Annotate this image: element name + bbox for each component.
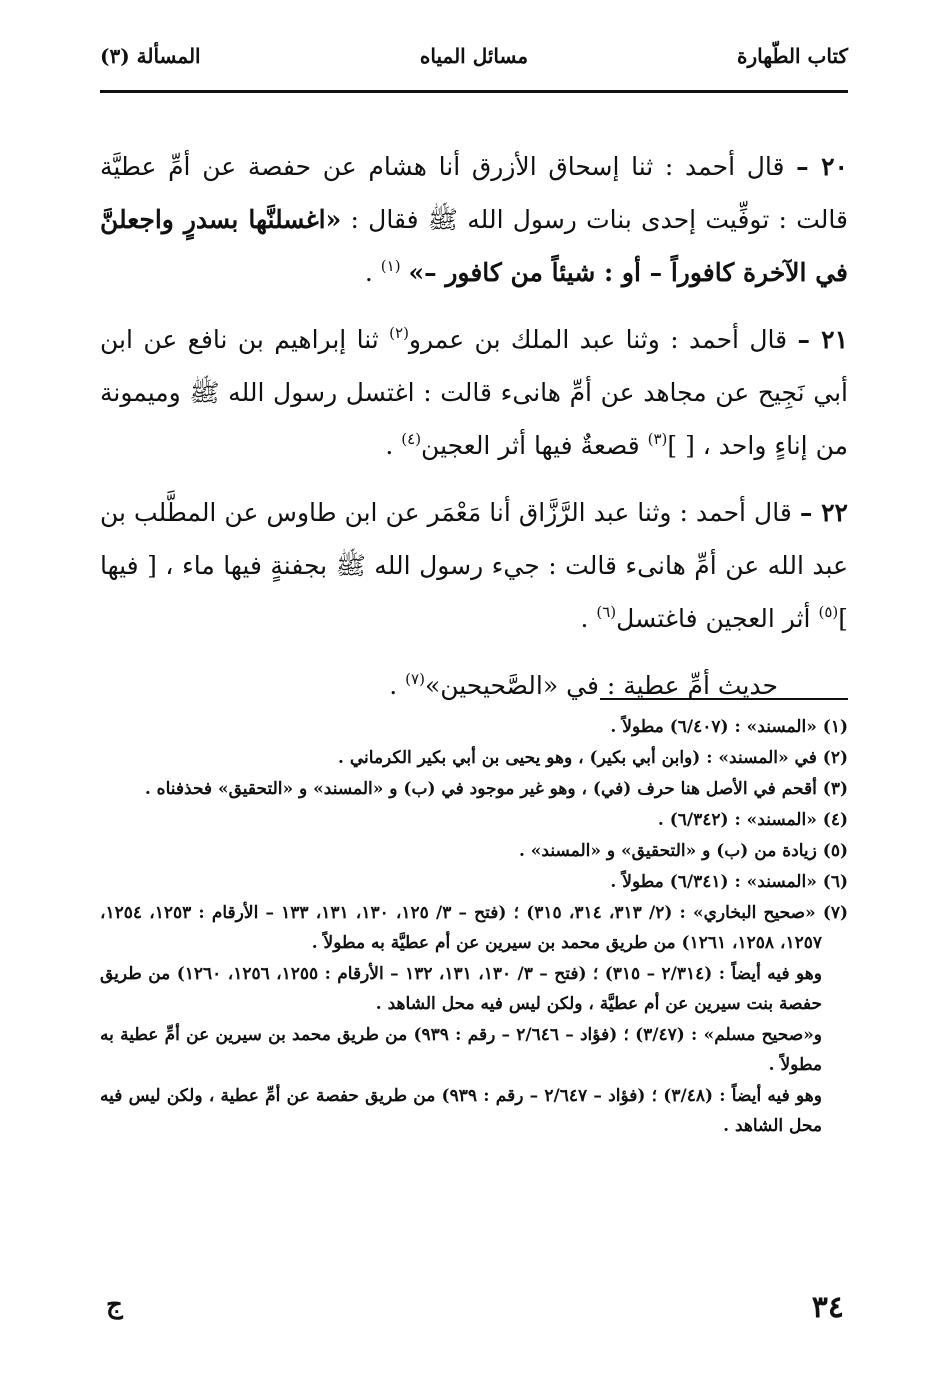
footnote-7-continuation: و«صحيح مسلم» : (٣/٤٧) ؛ (فؤاد – ٢/٦٤٦ – رقم : ٩٣٩) من طريق محمد بن سيرين عن أمِّ عطية به مطولاً . [100, 1025, 822, 1075]
footnote-number: (٢) [822, 748, 848, 768]
footnote-text: زيادة من (ب) و «التحقيق» و «المسند» . [518, 841, 817, 861]
hadith-text: قصعةٌ فيها أثر العجين [421, 431, 648, 460]
footnote-ref[interactable]: (٣) [647, 430, 668, 448]
footnote-text: أقحم في الأصل هنا حرف (في) ، وهو غير موجود في (ب) و «المسند» و «التحقيق» فحذفناه . [144, 779, 817, 799]
footnote-2 [100, 743, 848, 773]
footnote-number: (٤) [822, 810, 848, 830]
footnote-text: «المسند» : (٦/٣٤١) مطولاً . [610, 872, 817, 892]
footnote-rule [600, 698, 848, 700]
footnote-7-continuation: وهو فيه أيضاً : (٣/٤٨) ؛ (فؤاد – ٢/٦٤٧ – رقم : ٩٣٩) من طريق حفصة عن أمِّ عطية ، ولكن ليس فيه محل الشاهد . [100, 1086, 822, 1136]
main-text [100, 140, 848, 726]
footnote-text: «المسند» : (٦/٣٤٢) . [657, 810, 817, 830]
footnotes [100, 712, 848, 1142]
signature-mark: ج [106, 1290, 123, 1320]
hadith-source-note [100, 659, 848, 712]
footnote-7 [100, 898, 848, 958]
footnote-ref[interactable]: (١) [380, 257, 401, 275]
footnote-7-continuation: وهو فيه أيضاً : (٢/٣١٤ – ٣١٥) ؛ (فتح – ٣/ ١٣٠، ١٣١، ١٣٢ – الأرقام : ١٢٥٥، ١٢٥٦، ١٢٦٠) من طريق حفصة بنت سيرين عن أم عطيَّة ، ولكن ليس فيه محل الشاهد . [100, 964, 822, 1014]
footnote-ref[interactable]: (٢) [389, 324, 409, 342]
footnote-number: (١) [822, 717, 848, 737]
hadith-number: ٢١ – [797, 325, 848, 354]
hadith-text: قال أحمد : وثنا عبد الرَّزَّاق أنا مَعْمَر عن ابن طاوس عن المطَّلب بن عبد الله عن أمِّ هانىء قالت : جيء رسول الله ﷺ بجفنةٍ فيها ماء ، [ فيها ] [100, 498, 848, 633]
hadith-21 [100, 313, 848, 472]
page-number: ٣٤ [811, 1290, 844, 1325]
hadith-text: قال أحمد : ثنا إسحاق الأزرق أنا هشام عن حفصة عن أمِّ عطيَّة قالت : توفِّيت إحدى بنات رسول الله ﷺ فقال : [100, 152, 848, 234]
hadith-20 [100, 140, 848, 299]
footnote-number: (٣) [822, 779, 848, 799]
sentence-end: . [580, 604, 597, 633]
sentence-end: . [389, 671, 406, 700]
hadith-text: أثر العجين فاغتسل [616, 604, 819, 633]
hadith-number: ٢٠ – [796, 152, 848, 181]
footnote-text: في «المسند» : (وابن أبي بكير) ، وهو يحيى بن أبي بكير الكرماني . [338, 748, 817, 768]
footnote-number: (٧) [822, 903, 849, 923]
footnote-4 [100, 805, 848, 835]
hadith-number: ٢٢ – [799, 498, 848, 527]
footnote-ref[interactable]: (٧) [405, 670, 425, 688]
header-rule [100, 90, 848, 93]
footnote-5 [100, 836, 848, 866]
issue-label: المسألة (٣) [100, 44, 201, 68]
chapter-title: مسائل المياه [419, 44, 529, 68]
footnote-number: (٥) [822, 841, 848, 861]
sentence-end: . [364, 258, 381, 287]
footnote-text: «صحيح البخاري» : (٢/ ٣١٣، ٣١٤، ٣١٥) ؛ (فتح – ٣/ ١٢٥، ١٣٠، ١٣١، ١٣٣ – الأرقام : ١٢٥٣، ١٢٥٤، ١٢٥٧، ١٢٥٨، ١٢٦١) من طريق محمد بن سيرين عن أم عطيَّة به مطولاً . [100, 903, 822, 953]
footnote-1 [100, 712, 848, 742]
hadith-22 [100, 486, 848, 645]
book-title: كتاب الطّهارة [737, 44, 848, 68]
footnote-ref[interactable]: (٤) [401, 430, 422, 448]
footnote-6 [100, 867, 848, 897]
footnote-text: «المسند» : (٦/٤٠٧) مطولاً . [610, 717, 817, 737]
hadith-text: قال أحمد : وثنا عبد الملك بن عمرو [408, 325, 788, 354]
hadith-quote: «اغسلنَّها بسدرٍ واجعلنَّ في الآخرة كافوراً – أو : شيئاً من كافور –» [100, 205, 848, 287]
footnote-number: (٦) [822, 872, 848, 892]
footnote-ref[interactable]: (٦) [596, 603, 617, 621]
source-note-text: حديث أمِّ عطية : في «الصَّحيحين» [424, 671, 778, 700]
running-header [100, 44, 848, 78]
footnote-3 [100, 774, 848, 804]
footnote-ref[interactable]: (٥) [818, 603, 839, 621]
sentence-end: . [385, 431, 402, 460]
hadith-text: ثنا إبراهيم بن نافع عن ابن أبي نَجِيح عن مجاهد عن أمِّ هانىء قالت : اغتسل رسول الله ﷺ وميمونة من إناءٍ واحد ، [ ] [100, 325, 848, 460]
